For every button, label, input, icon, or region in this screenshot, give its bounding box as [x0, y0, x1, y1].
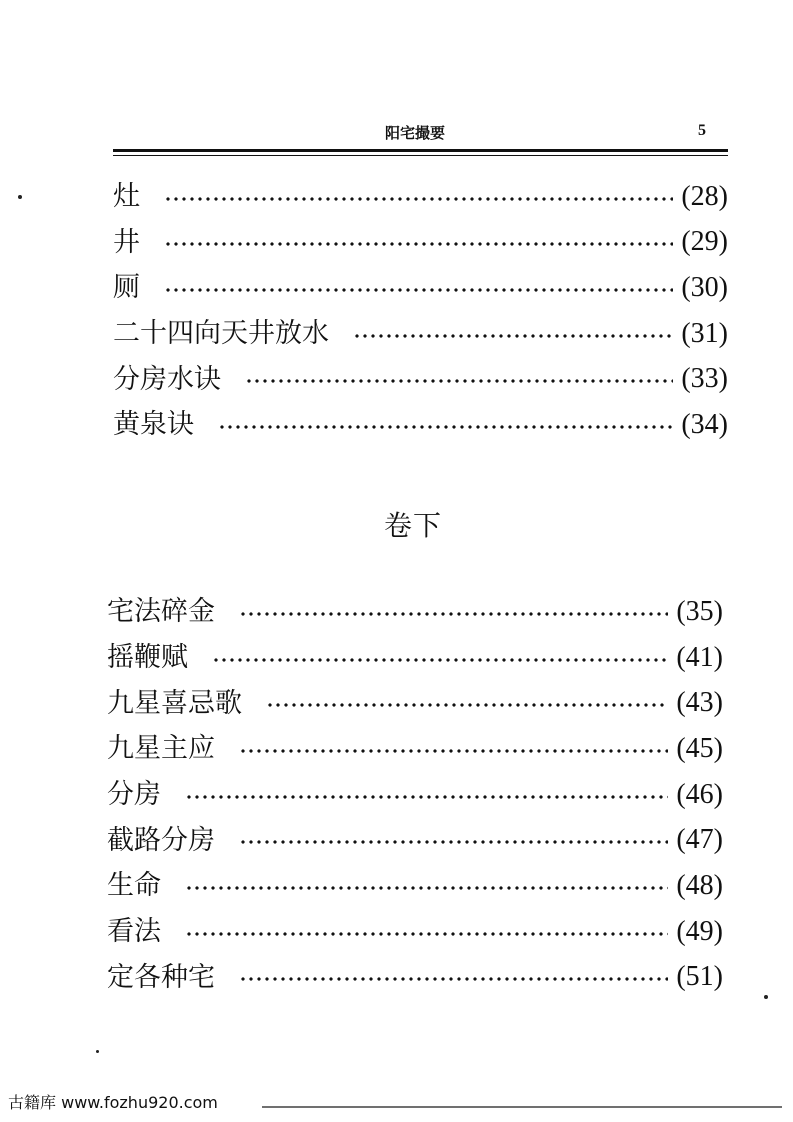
running-header: [113, 122, 728, 162]
dot-leader: [185, 795, 668, 799]
toc-entry-page: (46): [676, 778, 723, 810]
watermark: [8, 1090, 218, 1113]
dot-leader: [266, 703, 668, 707]
header-rule-thin: [113, 155, 728, 156]
watermark-site-name: 古籍库: [8, 1093, 57, 1112]
toc-entry-title: 摇鞭赋: [107, 642, 188, 674]
toc-entry-title: 分房水诀: [113, 363, 221, 395]
dot-leader: [239, 977, 668, 981]
watermark-url: www.fozhu920.com: [61, 1093, 218, 1112]
toc-entry-page: (41): [676, 641, 723, 673]
toc-entry-title: 九星主应: [107, 733, 215, 765]
toc-entry-page: (43): [676, 687, 723, 719]
toc-entry-title: 分房: [107, 779, 161, 811]
scan-speck: [96, 1050, 99, 1053]
dot-leader: [239, 612, 668, 616]
dot-leader: [185, 932, 668, 936]
scan-speck: [18, 195, 22, 199]
toc-entry-page: (34): [681, 408, 728, 440]
toc-entry-title: 二十四向天井放水: [113, 318, 329, 350]
toc-entry: [113, 265, 728, 311]
toc-entry-page: (45): [676, 732, 723, 764]
toc-entry-title: 厕: [113, 272, 140, 304]
toc-section-2: [107, 589, 723, 1000]
toc-entry-title: 井: [113, 226, 140, 258]
toc-entry: [107, 909, 723, 955]
toc-section-1: [113, 174, 728, 448]
dot-leader: [239, 840, 668, 844]
toc-entry-title: 黄泉诀: [113, 409, 194, 441]
toc-entry-page: (30): [681, 271, 728, 303]
page-number: 5: [698, 122, 706, 139]
toc-entry-page: (49): [676, 915, 723, 947]
dot-leader: [164, 197, 673, 201]
scan-edge-line: [262, 1106, 782, 1108]
header-rule-thick: [113, 149, 728, 152]
toc-entry: [107, 680, 723, 726]
toc-entry: [107, 635, 723, 681]
toc-entry-page: (48): [676, 869, 723, 901]
dot-leader: [353, 334, 673, 338]
toc-entry: [107, 863, 723, 909]
toc-entry-title: 宅法碎金: [107, 596, 215, 628]
dot-leader: [218, 425, 673, 429]
toc-entry: [113, 402, 728, 448]
toc-entry: [107, 817, 723, 863]
dot-leader: [212, 658, 668, 662]
toc-entry: [113, 220, 728, 266]
toc-entry-title: 生命: [107, 870, 161, 902]
dot-leader: [239, 749, 668, 753]
toc-entry-page: (31): [681, 317, 728, 349]
toc-entry-page: (47): [676, 824, 723, 856]
toc-entry-page: (33): [681, 363, 728, 395]
toc-entry-title: 定各种宅: [107, 961, 215, 993]
toc-entry-page: (29): [681, 226, 728, 258]
toc-entry: [107, 726, 723, 772]
scan-speck: [764, 995, 768, 999]
toc-entry-title: 灶: [113, 181, 140, 213]
dot-leader: [164, 242, 673, 246]
toc-entry-title: 看法: [107, 916, 161, 948]
toc-entry: [113, 174, 728, 220]
toc-entry-title: 截路分房: [107, 824, 215, 856]
toc-entry: [107, 772, 723, 818]
toc-entry-page: (35): [676, 595, 723, 627]
section-heading: 卷下: [384, 509, 443, 542]
dot-leader: [164, 288, 673, 292]
toc-entry-page: (28): [681, 180, 728, 212]
book-title: 阳宅撮要: [385, 124, 446, 142]
toc-entry: [107, 955, 723, 1001]
toc-entry: [113, 311, 728, 357]
dot-leader: [245, 379, 673, 383]
dot-leader: [185, 886, 668, 890]
toc-entry-page: (51): [676, 961, 723, 993]
toc-entry: [113, 356, 728, 402]
toc-entry: [107, 589, 723, 635]
toc-entry-title: 九星喜忌歌: [107, 687, 242, 719]
